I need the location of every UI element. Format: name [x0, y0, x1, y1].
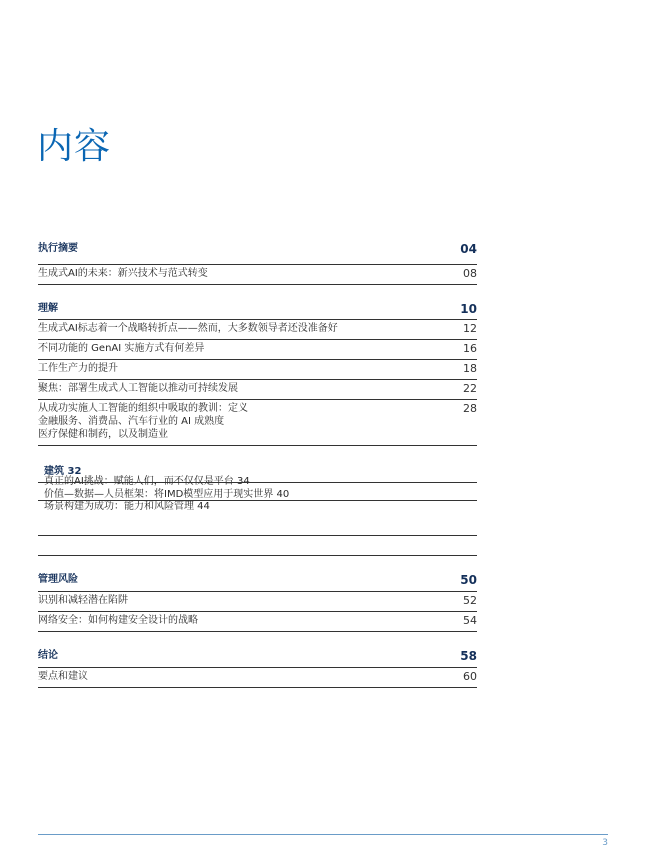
toc-item-page: 12 [463, 322, 477, 335]
toc-item-page: 60 [463, 670, 477, 683]
toc-item[interactable] [38, 594, 477, 607]
toc-item-label: 生成式AI标志着一个战略转折点——然而，大多数领导者还没准备好 [38, 323, 338, 334]
toc-item[interactable] [38, 382, 477, 395]
toc-divider [38, 482, 477, 483]
toc-divider [38, 445, 477, 446]
toc-divider [38, 264, 477, 265]
toc-item[interactable] [38, 362, 477, 375]
toc-item-page: 08 [463, 267, 477, 280]
toc-item-label: 真正的AI挑战：赋能人们，而不仅仅是平台 34 [44, 476, 250, 487]
toc-item-page: 52 [463, 594, 477, 607]
toc-item[interactable] [38, 614, 477, 627]
toc-section-label: 结论 [38, 650, 58, 661]
page-number: 3 [602, 838, 608, 848]
toc-divider [38, 339, 477, 340]
toc-section-page: 04 [460, 242, 477, 256]
toc-item-page: 16 [463, 342, 477, 355]
toc-item-page: 22 [463, 382, 477, 395]
toc-item-label: 识别和减轻潜在陷阱 [38, 595, 128, 606]
toc-item[interactable] [38, 342, 477, 355]
toc-item[interactable] [38, 322, 477, 335]
toc-item-label: 从成功实施人工智能的组织中吸取的教训：定义 金融服务、消费品、汽车行业的 AI 成熟度 医疗保健和制药，以及制造业 [38, 403, 248, 440]
toc-section-understand[interactable] [38, 302, 477, 316]
toc-item-label: 要点和建议 [38, 671, 88, 682]
toc-section-page: 58 [460, 649, 477, 663]
toc-divider [38, 555, 477, 556]
toc-divider [38, 359, 477, 360]
toc-divider [38, 399, 477, 400]
toc-item-label: 不同功能的 GenAI 实施方式有何差异 [38, 343, 205, 354]
toc-item-label: 聚焦：部署生成式人工智能以推动可持续发展 [38, 383, 238, 394]
toc-divider [38, 535, 477, 536]
toc-section-conclusion[interactable] [38, 649, 477, 663]
toc-divider [38, 631, 477, 632]
toc-item-page: 54 [463, 614, 477, 627]
toc-section-label: 执行摘要 [38, 243, 78, 254]
toc-section-label: 建筑 32 [44, 466, 82, 477]
toc-item[interactable] [38, 402, 477, 441]
toc-item-label: 价值—数据—人员框架：将IMD模型应用于现实世界 40 [44, 489, 290, 500]
toc-section-page: 10 [460, 302, 477, 316]
toc-divider [38, 319, 477, 320]
toc-divider [38, 284, 477, 285]
toc-section-executive-summary[interactable] [38, 242, 477, 256]
footer-divider [38, 834, 608, 835]
toc-divider [38, 667, 477, 668]
toc-section-page: 50 [460, 573, 477, 587]
toc-section-label: 理解 [38, 303, 58, 314]
toc-section-managing-risk[interactable] [38, 573, 477, 587]
toc-divider [38, 687, 477, 688]
toc-item-label: 生成式AI的未来：新兴技术与范式转变 [38, 268, 208, 279]
toc-divider [38, 379, 477, 380]
toc-item-label: 工作生产力的提升 [38, 363, 118, 374]
toc-divider [38, 611, 477, 612]
toc-item[interactable] [38, 267, 477, 280]
toc-item-label: 网络安全：如何构建安全设计的战略 [38, 615, 198, 626]
toc-section-label: 管理风险 [38, 574, 78, 585]
page-title: 内容 [37, 126, 112, 167]
toc-item-label: 场景构建为成功：能力和风险管理 44 [44, 501, 210, 512]
toc-item-page: 18 [463, 362, 477, 375]
toc-divider [38, 500, 477, 501]
toc-item-page: 28 [463, 402, 477, 415]
toc-divider [38, 591, 477, 592]
toc-item[interactable] [38, 670, 477, 683]
